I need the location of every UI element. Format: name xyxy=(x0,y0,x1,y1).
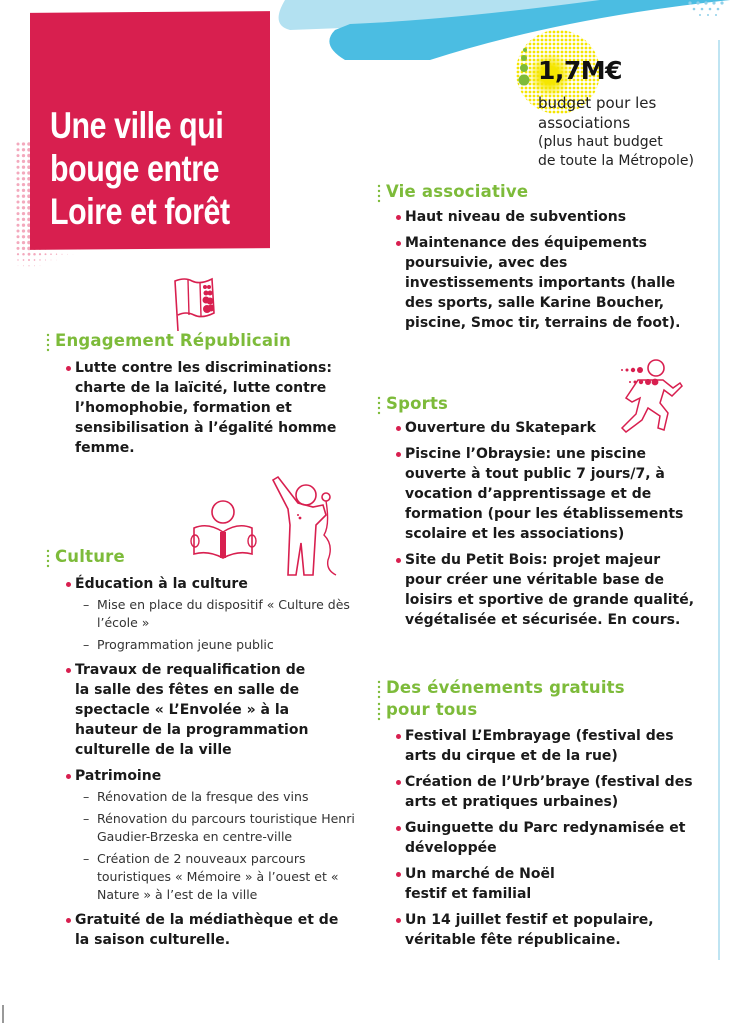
title-line: Une ville qui xyxy=(50,105,224,146)
section-title-text: Culture xyxy=(55,547,125,566)
dotted-bar-icon xyxy=(46,549,50,569)
list-item xyxy=(75,574,355,654)
list-item: Lutte contre les discriminations: charte de la laïcité, lutte contre l’homophobie, formation et sensibilisation à l’égalité homme femme. xyxy=(75,358,345,458)
budget-amount: 1,7M€ xyxy=(538,56,623,85)
list-sports xyxy=(405,418,700,636)
list-item: Piscine l’Obraysie: une piscine ouverte à tout public 7 jours/7, à vocation d’apprentissage et de formation (pour les établissements scolaire et les associations) xyxy=(405,446,684,542)
list-vie-associative xyxy=(405,207,700,339)
list-item: Un 14 juillet festif et populaire, véritable fête républicaine. xyxy=(405,910,705,950)
sub-list-item: – Programmation jeune public xyxy=(83,636,355,654)
list-item: Site du Petit Bois: projet majeur pour créer une véritable base de loisirs et sportive de grande qualité, végétalisée et sécurisée. En cours. xyxy=(405,550,700,630)
dotted-bar-icon xyxy=(377,680,381,724)
title-line: bouge entre xyxy=(50,148,220,189)
dotted-bar-icon xyxy=(46,333,50,353)
budget-note-line: de toute la Métropole) xyxy=(538,153,694,169)
page-title xyxy=(50,104,239,233)
section-title-engagement xyxy=(55,330,291,352)
section-title-text: Des événements gratuits xyxy=(386,678,625,697)
dotted-bar-icon xyxy=(377,396,381,416)
list-item: Ouverture du Skatepark xyxy=(405,418,700,438)
section-title-text: pour tous xyxy=(386,700,478,719)
list-item: Maintenance des équipements poursuivie, avec des investissements importants (halle des sports, salle Karine Boucher, piscine, Smoc tir, terrains de foot). xyxy=(405,233,700,333)
list-item-text: Patrimoine xyxy=(75,768,162,784)
dotted-bar-icon xyxy=(377,184,381,204)
sub-list-item: – Mise en place du dispositif « Culture dès l’école » xyxy=(83,596,355,632)
budget-note-line: (plus haut budget xyxy=(538,134,663,150)
sub-list-item: – Rénovation de la fresque des vins xyxy=(83,788,355,806)
list-item: Travaux de requalification de la salle des fêtes en salle de spectacle « L’Envolée » à la hauteur de la programmation culturelle de la ville xyxy=(75,662,309,758)
list-item: Gratuité de la médiathèque et de la saison culturelle. xyxy=(75,910,355,950)
list-item: Un marché de Noël festif et familial xyxy=(405,864,575,904)
page-margin-mark xyxy=(2,1005,4,1023)
list-item xyxy=(75,766,355,904)
section-title-text: Sports xyxy=(386,394,449,413)
title-line: Loire et forêt xyxy=(50,191,230,232)
flag-icon xyxy=(170,275,220,333)
section-title-culture xyxy=(55,546,125,568)
sub-list-item: – Création de 2 nouveaux parcours touristiques « Mémoire » à l’ouest et « Nature » à l’est de la ville xyxy=(83,850,355,904)
list-item: Création de l’Urb’braye (festival des arts et pratiques urbaines) xyxy=(405,772,705,812)
list-item: Festival L’Embrayage (festival des arts du cirque et de la rue) xyxy=(405,726,705,766)
list-item: Haut niveau de subventions xyxy=(405,207,700,227)
list-evenements xyxy=(405,726,705,956)
section-title-text: Vie associative xyxy=(386,182,529,201)
section-title-sports xyxy=(386,393,448,415)
list-engagement xyxy=(75,358,345,464)
singer-icon xyxy=(268,475,343,580)
section-title-vie-associative xyxy=(386,181,528,203)
budget-description-line: budget pour les xyxy=(538,94,657,112)
section-title-text: Engagement Républicain xyxy=(55,331,292,350)
budget-note xyxy=(538,133,694,171)
list-culture xyxy=(75,574,355,956)
sub-list-item: – Rénovation du parcours touristique Henri Gaudier-Brzeska en centre-ville xyxy=(83,810,355,846)
list-item-text: Éducation à la culture xyxy=(75,576,248,592)
budget-description xyxy=(538,93,656,133)
section-title-evenements xyxy=(386,677,625,721)
page-edge-line xyxy=(718,40,720,960)
reader-icon xyxy=(190,498,260,566)
list-item: Guinguette du Parc redynamisée et développée xyxy=(405,818,705,858)
budget-description-line: associations xyxy=(538,114,631,132)
